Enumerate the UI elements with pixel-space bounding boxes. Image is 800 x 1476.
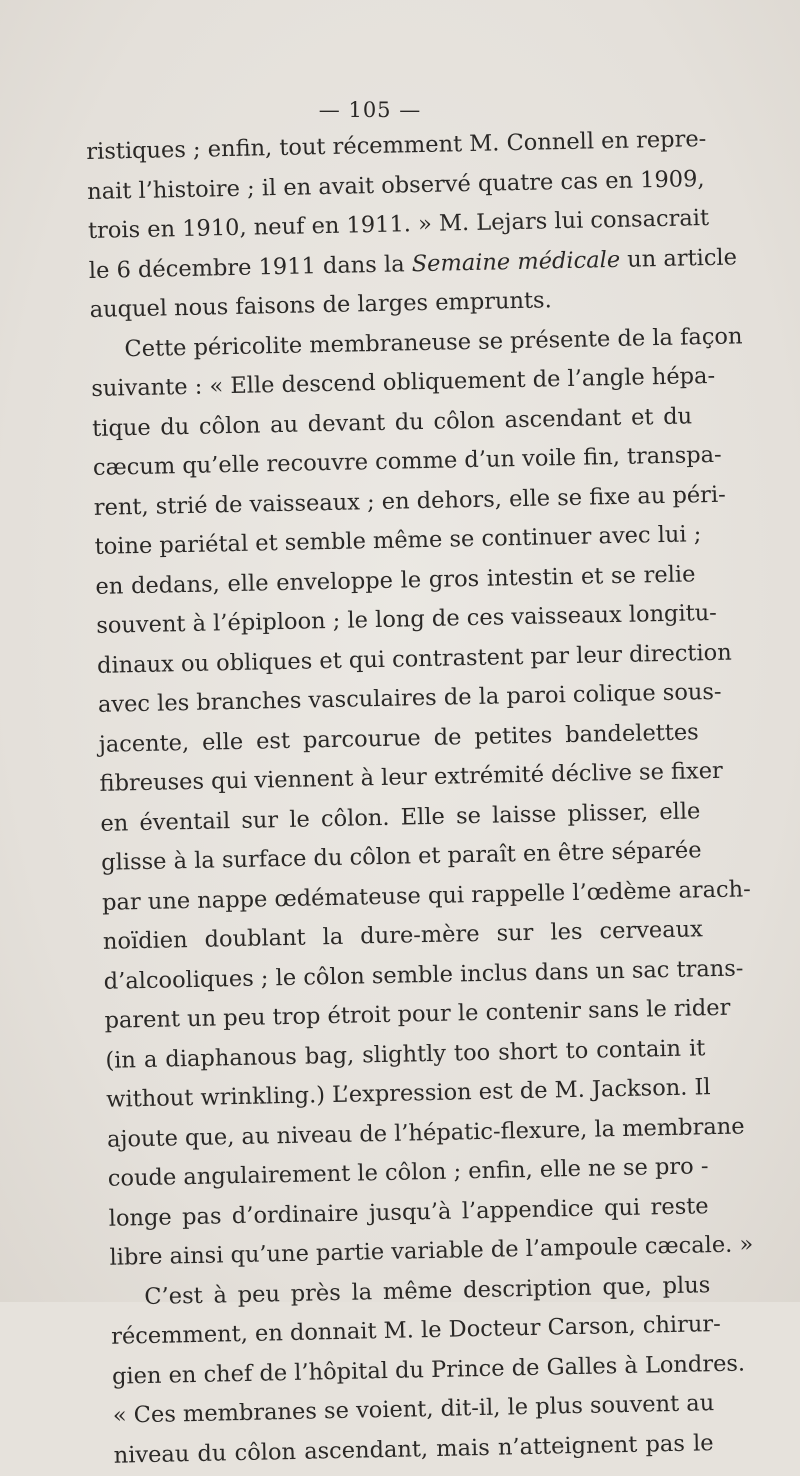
text-line: en éventail sur le côlon. Elle se laisse plisser, elle bbox=[100, 797, 701, 837]
text-line: toine pariétal et semble même se continuer avec lui ; bbox=[94, 521, 702, 560]
body-text bbox=[86, 120, 754, 1475]
text-line: C’est à peu près la même description que, plus bbox=[144, 1271, 711, 1310]
text-line: niveau du côlon ascendant, mais n’atteignent pas le bbox=[113, 1429, 714, 1469]
text-line: cæcum qu’elle recouvre comme d’un voile fin, transpa- bbox=[92, 441, 722, 481]
text-line: par une nappe œdémateuse qui rappelle l’œdème arach- bbox=[101, 875, 751, 916]
text-line: without wrinkling.) L’expression est de M. Jackson. Il bbox=[105, 1074, 711, 1113]
text-line: souvent à l’épiploon ; le long de ces vaisseaux longitu- bbox=[96, 599, 718, 639]
text-line: nait l’histoire ; il en avait observé quatre cas en 1909, bbox=[86, 165, 705, 205]
text-line: longe pas d’ordinaire jusqu’à l’appendice qui reste bbox=[108, 1192, 709, 1232]
text-line: tique du côlon au devant du côlon ascendant et du bbox=[91, 402, 693, 442]
text-line: rent, strié de vaisseaux ; en dehors, elle se fixe au péri- bbox=[93, 481, 726, 521]
text-line: auquel nous faisons de larges emprunts. bbox=[89, 287, 552, 323]
text-line: suivante : « Elle descend obliquement de l’angle hépa- bbox=[91, 362, 716, 402]
text-line: coude angulairement le côlon ; enfin, elle ne se pro - bbox=[107, 1153, 709, 1192]
text-span: un article bbox=[619, 243, 738, 273]
text-line: gien en chef de l’hôpital du Prince de Galles à Londres. bbox=[111, 1349, 746, 1390]
page-number: — 105 — bbox=[318, 98, 422, 122]
text-span: le 6 décembre 1911 dans la bbox=[88, 250, 413, 284]
text-line: libre ainsi qu’une partie variable de l’ampoule cæcale. » bbox=[109, 1231, 754, 1271]
text-line: trois en 1910, neuf en 1911. » M. Lejars lui consacrait bbox=[87, 204, 710, 244]
text-line: « Ces membranes se voient, dit-il, le plus souvent au bbox=[112, 1390, 715, 1429]
text-line: dinaux ou obliques et qui contrastent par leur direction bbox=[96, 639, 732, 679]
text-line: ristiques ; enfin, tout récemment M. Connell en repre- bbox=[86, 126, 707, 165]
text-line: (in a diaphanous bag, slightly too short to contain it bbox=[105, 1034, 706, 1074]
text-line: fibreuses qui viennent à leur extrémité déclive se fixer bbox=[99, 757, 724, 797]
text-line: Cette péricolite membraneuse se présente de la façon bbox=[124, 322, 743, 362]
journal-title: Semaine médicale bbox=[411, 246, 621, 277]
text-line: ajoute que, au niveau de l’hépatic-flexure, la membrane bbox=[106, 1112, 745, 1153]
text-line: en dedans, elle enveloppe le gros intestin et se relie bbox=[95, 560, 696, 600]
text-line: parent un peu trop étroit pour le contenir sans le rider bbox=[104, 994, 731, 1034]
text-line: avec les branches vasculaires de la paroi colique sous- bbox=[97, 678, 722, 718]
text-line: jacente, elle est parcourue de petites bandelettes bbox=[98, 718, 699, 758]
text-line: noïdien doublant la dure-mère sur les cerveaux bbox=[102, 916, 704, 955]
text-line: récemment, en donnait M. le Docteur Carson, chirur- bbox=[110, 1310, 721, 1350]
text-line: d’alcooliques ; le côlon semble inclus dans un sac trans- bbox=[103, 954, 744, 995]
text-line: glisse à la surface du côlon et paraît en être séparée bbox=[101, 837, 702, 876]
